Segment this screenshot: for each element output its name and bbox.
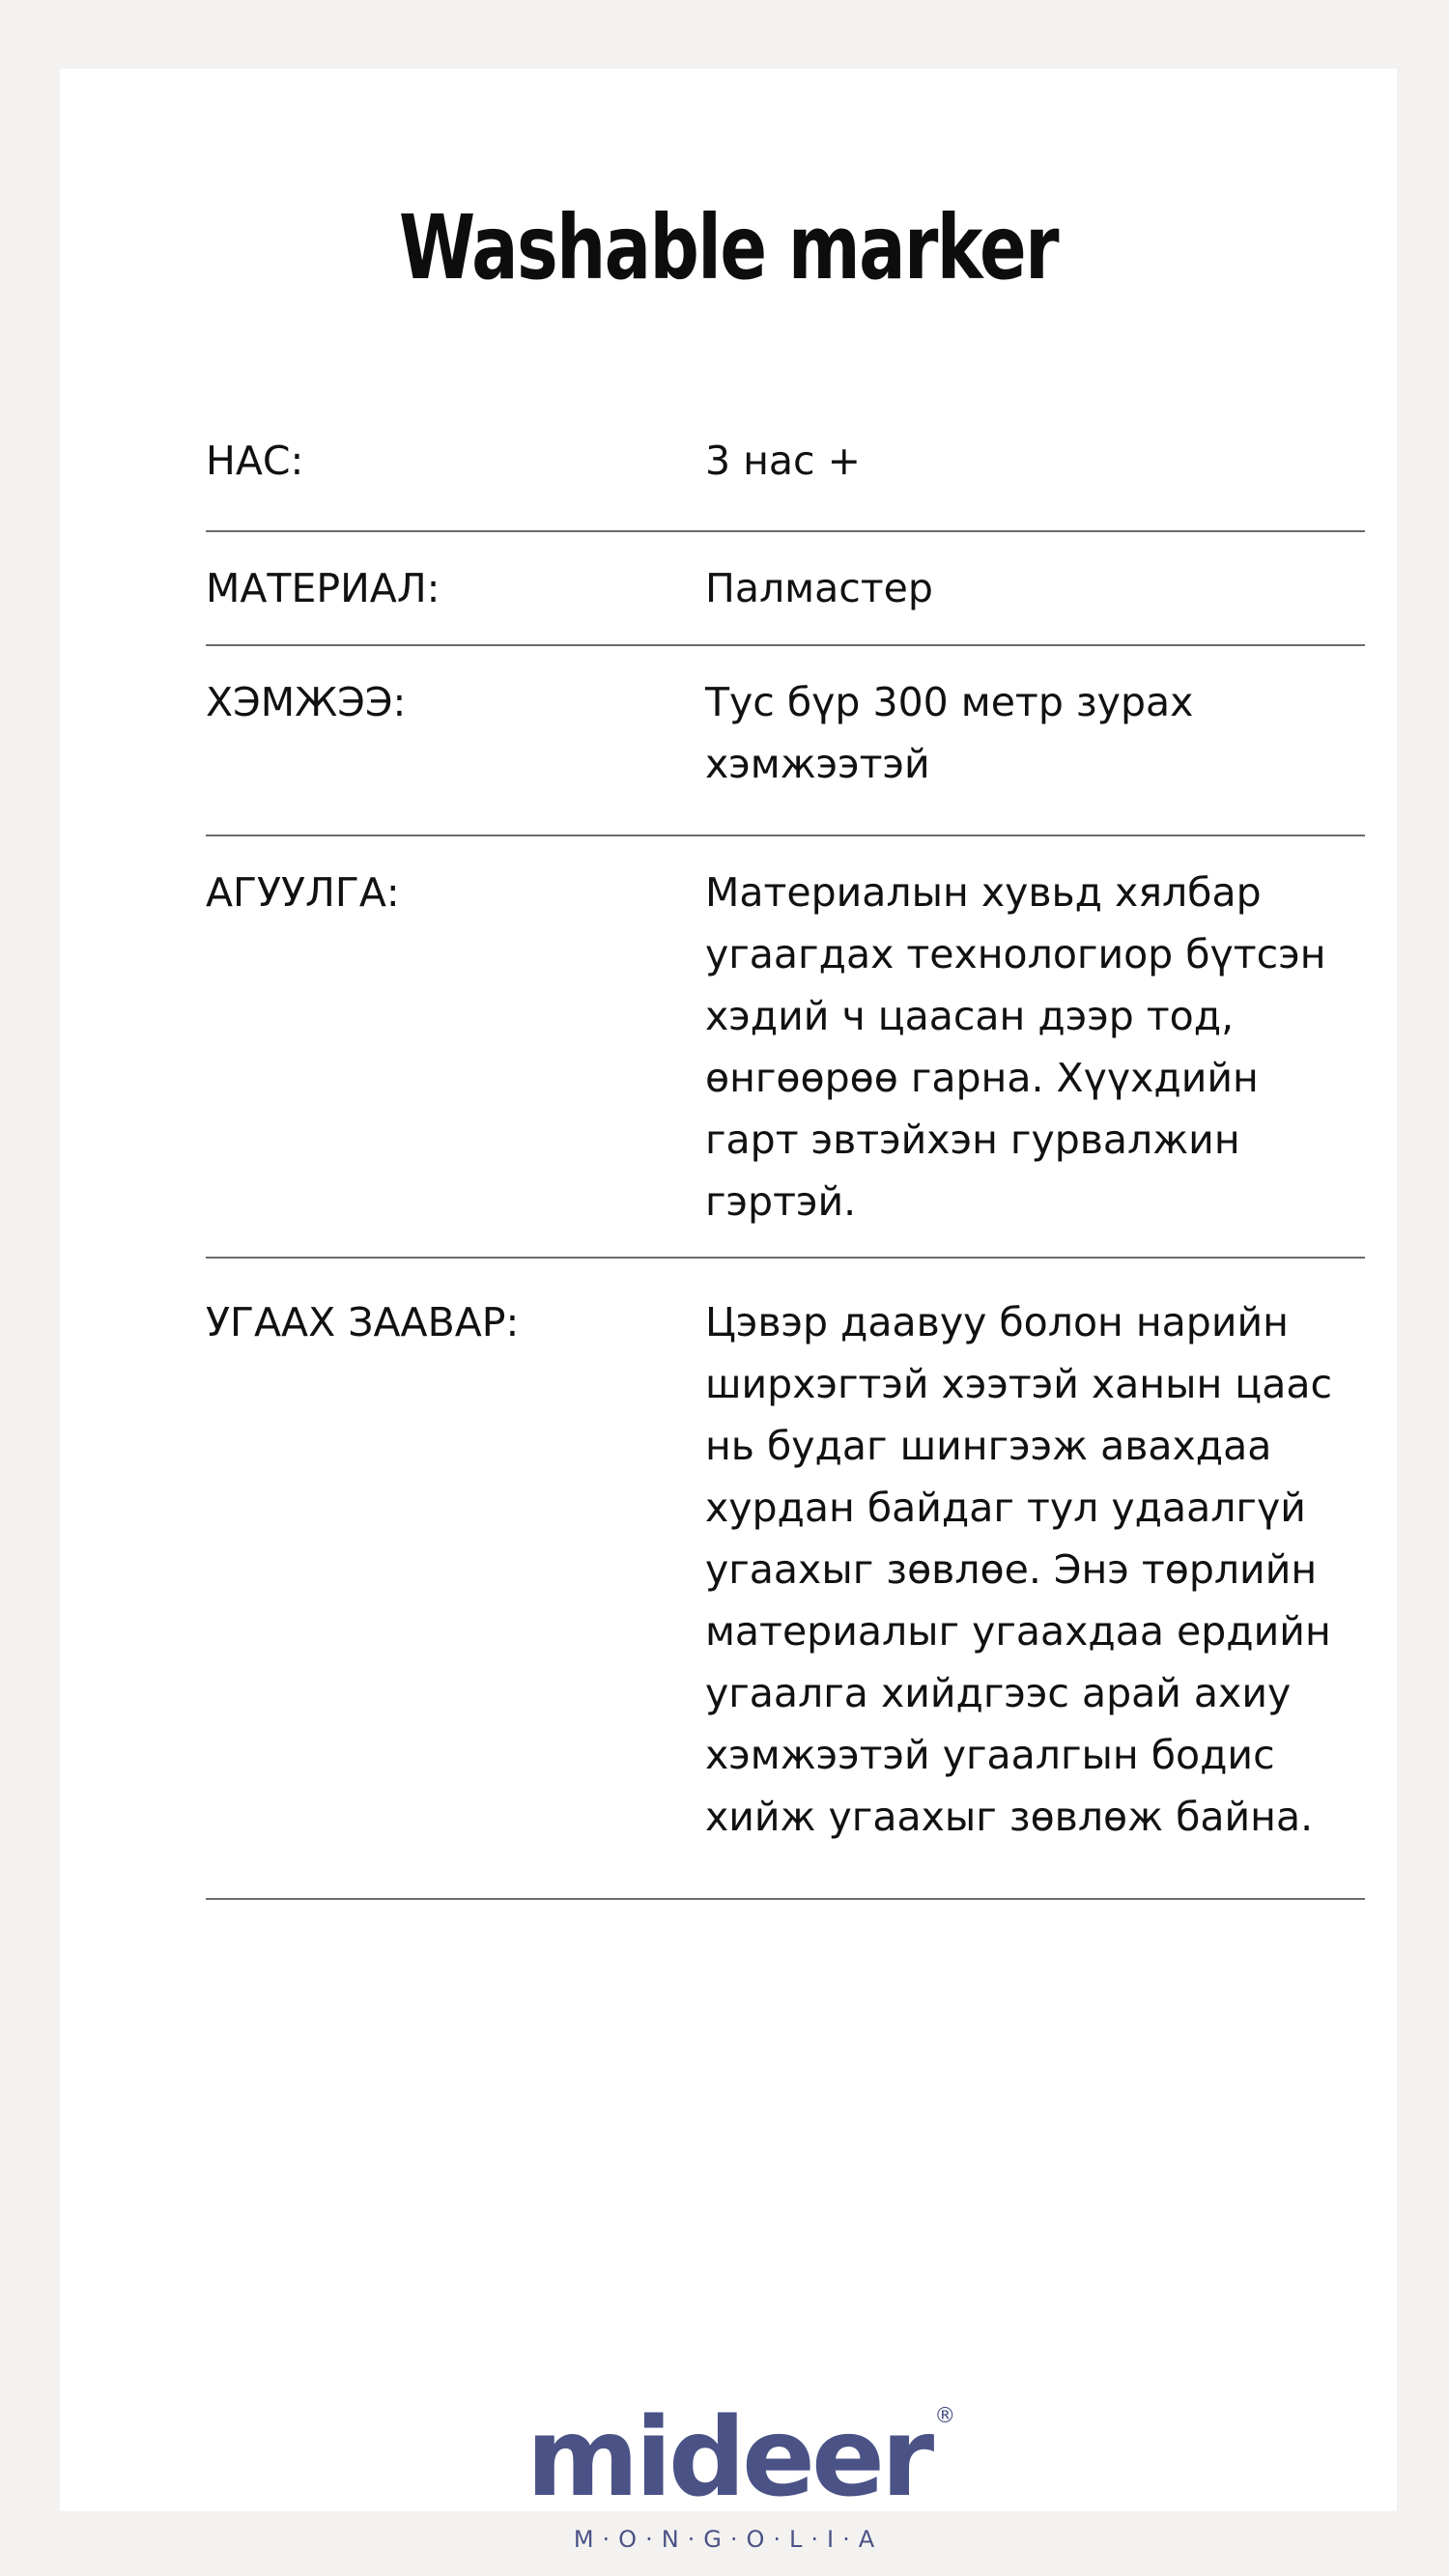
logo-subtitle: M·O·N·G·O·L·I·A bbox=[573, 2526, 884, 2553]
spec-row-age bbox=[206, 422, 1365, 532]
spec-label: УГААХ ЗААВАР: bbox=[206, 1299, 520, 1345]
product-card bbox=[60, 69, 1397, 2553]
product-title: Washable marker bbox=[399, 196, 1058, 299]
spec-value: Цэвэр даавуу болон нарийн ширхэгтэй хээтэй ханын цаас нь будаг шингээж авахдаа хурдан байдаг тул удаалгүй угаахыг зөвлөе. Энэ төрлийн материалыг угаахдаа ердийн угаалга хийдгээс арай ахиу хэмжээтэй угаалгын бодис хийж угаахыг зөвлөж байна. bbox=[705, 1299, 1332, 1840]
logo-word-text: mideer bbox=[526, 2395, 931, 2521]
spec-row-washing bbox=[206, 1259, 1365, 1900]
brand-logo bbox=[60, 2395, 1397, 2553]
spec-value: Материалын хувьд хялбар угаагдах технологиор бүтсэн хэдий ч цаасан дээр тод, өнгөөрөө гарна. Хүүхдийн гарт эвтэйхэн гурвалжин гэртэй. bbox=[705, 869, 1326, 1225]
spec-row-content bbox=[206, 836, 1365, 1259]
spec-row-size bbox=[206, 646, 1365, 836]
spec-label: НАС: bbox=[206, 438, 304, 484]
registered-mark: ® bbox=[934, 2404, 956, 2428]
logo-wordmark bbox=[526, 2395, 956, 2521]
spec-row-material bbox=[206, 532, 1365, 646]
spec-value: Тус бүр 300 метр зурах хэмжээтэй bbox=[705, 679, 1194, 787]
spec-value: Палмастер bbox=[705, 565, 933, 611]
spec-label: ХЭМЖЭЭ: bbox=[206, 679, 407, 725]
spec-label: АГУУЛГА: bbox=[206, 869, 400, 916]
spec-label: МАТЕРИАЛ: bbox=[206, 565, 440, 611]
spec-table bbox=[206, 422, 1365, 1900]
spec-value: 3 нас + bbox=[705, 438, 861, 484]
